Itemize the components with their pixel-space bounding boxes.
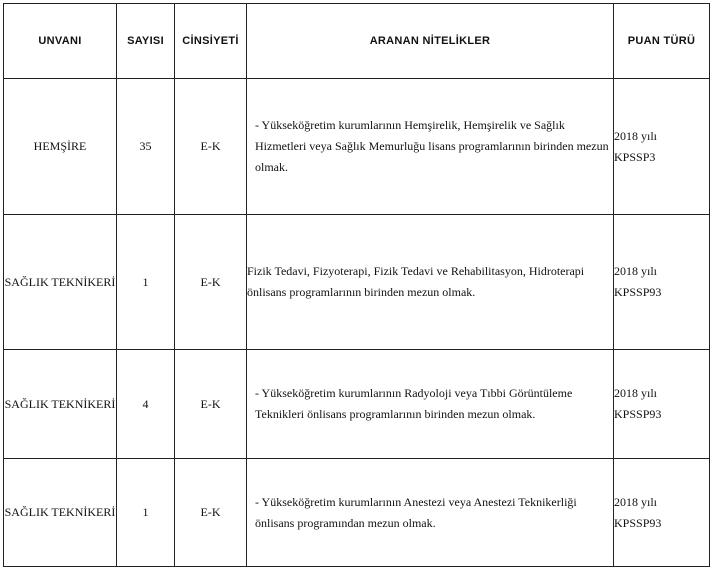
table-row — [4, 459, 710, 567]
cell-puan-turu — [614, 459, 710, 567]
cell-aranan-nitelikler: - Yükseköğretim kurumlarının Radyoloji veya Tıbbi Görüntüleme Teknikleri önlisans programlarının birinden mezun olmak. — [247, 350, 614, 459]
header-cinsiyeti: CİNSİYETİ — [175, 4, 247, 79]
cell-aranan-nitelikler: Fizik Tedavi, Fizyoterapi, Fizik Tedavi ve Rehabilitasyon, Hidroterapi önlisans programlarının birinden mezun olmak. — [247, 215, 614, 350]
table-row — [4, 215, 710, 350]
cell-puan-turu — [614, 215, 710, 350]
cell-unvani: SAĞLIK TEKNİKERİ — [4, 215, 117, 350]
cell-aranan-nitelikler: - Yükseköğretim kurumlarının Anestezi veya Anestezi Teknikerliği önlisans programından mezun olmak. — [247, 459, 614, 567]
cell-unvani: SAĞLIK TEKNİKERİ — [4, 350, 117, 459]
header-aranan-nitelikler: ARANAN NİTELİKLER — [247, 4, 614, 79]
cell-puan-turu — [614, 79, 710, 215]
puan-type: KPSSP93 — [614, 515, 662, 530]
puan-type: KPSSP93 — [614, 285, 662, 299]
cell-aranan-nitelikler: - Yükseköğretim kurumlarının Hemşirelik, Hemşirelik ve Sağlık Hizmetleri veya Sağlık Memurluğu lisans programlarının birinden mezun olmak. — [247, 79, 614, 215]
header-puan-turu: PUAN TÜRÜ — [614, 4, 710, 79]
table-row — [4, 79, 710, 215]
puan-year: 2018 yılı — [614, 128, 658, 143]
recruitment-table — [3, 3, 710, 567]
cell-sayisi: 1 — [117, 215, 175, 350]
puan-year: 2018 yılı — [614, 264, 658, 278]
cell-cinsiyeti: E-K — [175, 79, 247, 215]
puan-type: KPSSP3 — [614, 149, 656, 164]
cell-unvani: HEMŞİRE — [4, 79, 117, 215]
cell-sayisi: 35 — [117, 79, 175, 215]
cell-sayisi: 1 — [117, 459, 175, 567]
cell-cinsiyeti: E-K — [175, 350, 247, 459]
cell-cinsiyeti: E-K — [175, 459, 247, 567]
puan-type: KPSSP93 — [614, 407, 662, 421]
table-row — [4, 350, 710, 459]
cell-unvani: SAĞLIK TEKNİKERİ — [4, 459, 117, 567]
cell-cinsiyeti: E-K — [175, 215, 247, 350]
puan-year: 2018 yılı — [614, 386, 658, 400]
puan-year: 2018 yılı — [614, 494, 658, 509]
header-row — [4, 4, 710, 79]
header-sayisi: SAYISI — [117, 4, 175, 79]
header-unvani: UNVANI — [4, 4, 117, 79]
cell-puan-turu — [614, 350, 710, 459]
cell-sayisi: 4 — [117, 350, 175, 459]
